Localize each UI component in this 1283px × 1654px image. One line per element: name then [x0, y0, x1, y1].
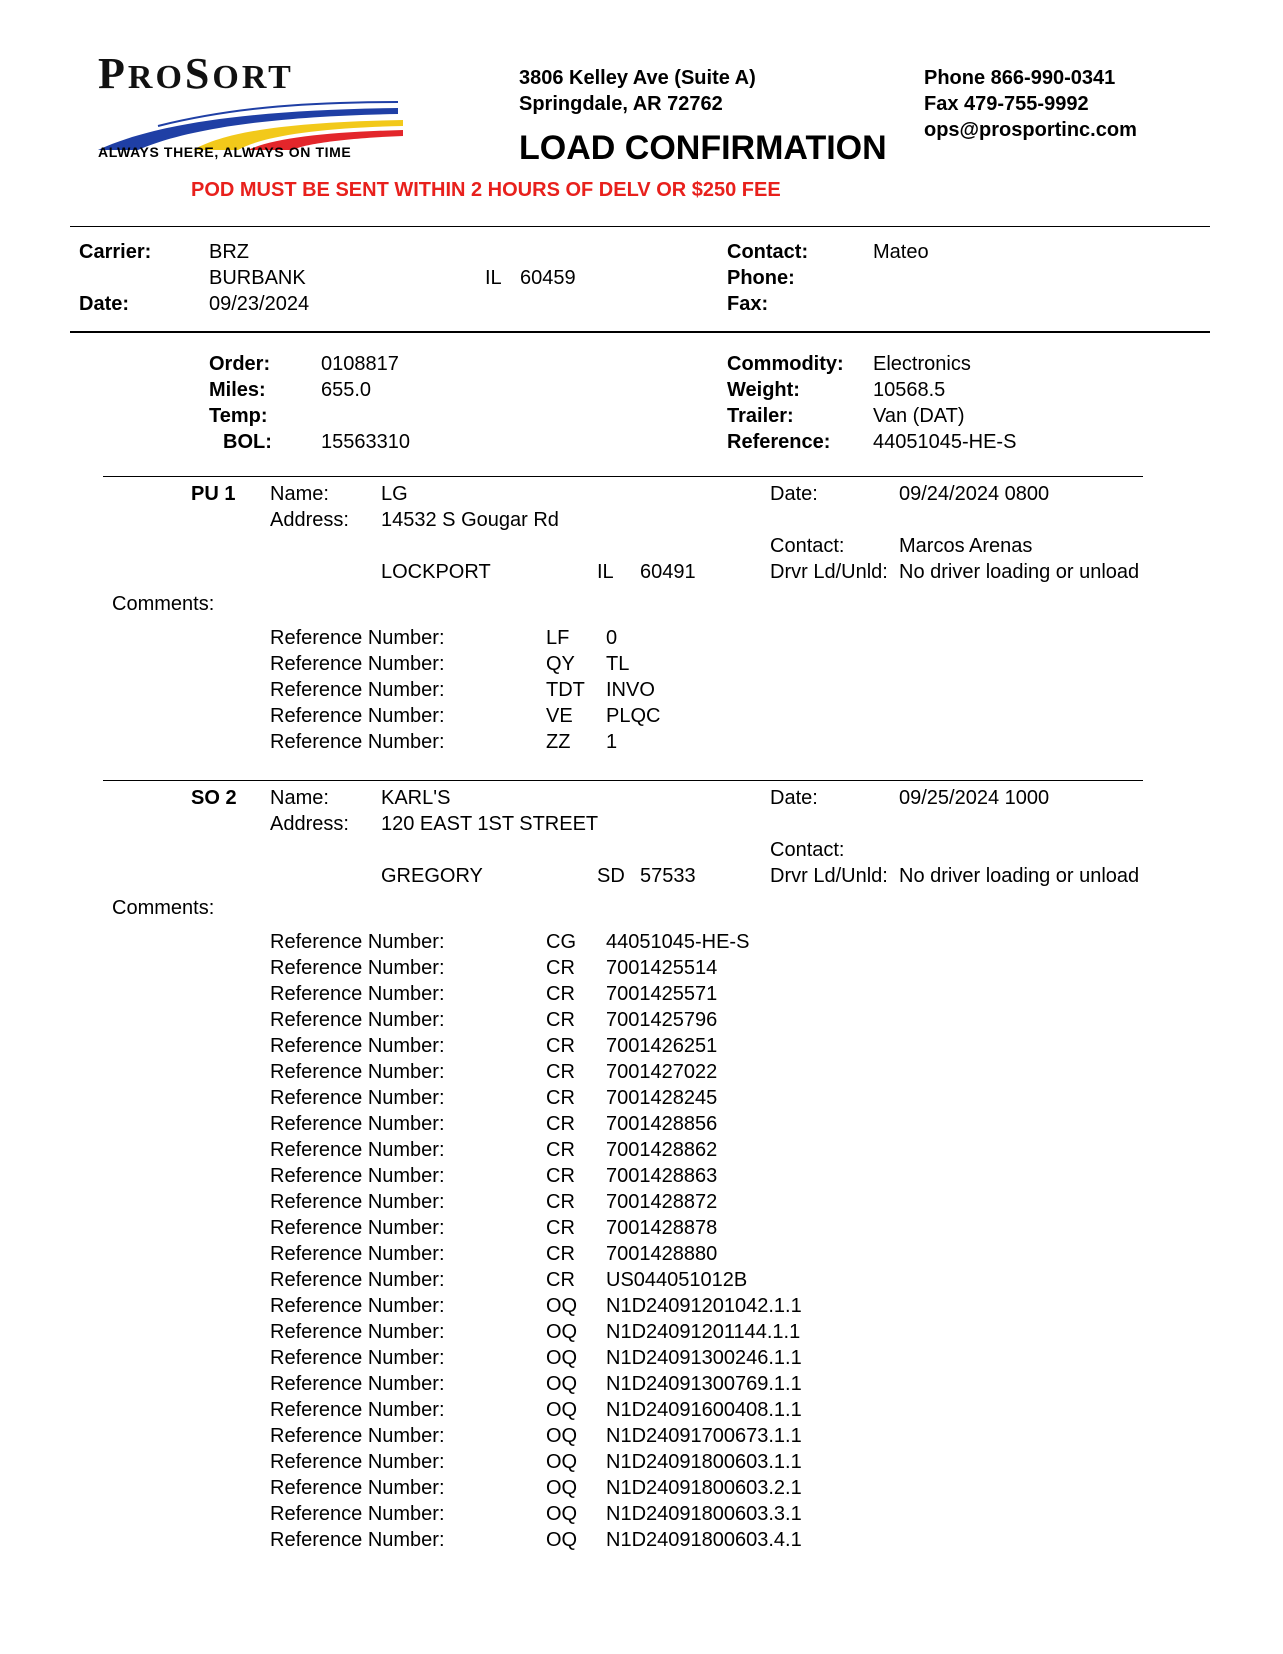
company-address-line1: 3806 Kelley Ave (Suite A) — [519, 67, 756, 89]
reference-qualifier: CR — [546, 1165, 575, 1187]
carrier-zip: 60459 — [520, 267, 576, 289]
reference-qualifier: CR — [546, 1217, 575, 1239]
reference-row — [0, 1112, 1283, 1138]
stop-divider — [103, 476, 1143, 477]
company-email: ops@prosportinc.com — [924, 119, 1137, 141]
company-phone: Phone 866-990-0341 — [924, 67, 1116, 89]
reference-qualifier: CR — [546, 1113, 575, 1135]
carrier-name: BRZ — [209, 241, 249, 263]
reference-row-label: Reference Number: — [270, 1191, 445, 1213]
logo-letter: P — [98, 49, 128, 98]
stop-date: 09/25/2024 1000 — [899, 787, 1050, 809]
bol-label: BOL: — [223, 431, 272, 453]
stop-contact-label: Contact: — [770, 839, 845, 861]
commodity-label: Commodity: — [727, 353, 844, 375]
reference-row — [0, 1268, 1283, 1294]
reference-value: N1D24091800603.4.1 — [606, 1529, 802, 1551]
reference-row — [0, 982, 1283, 1008]
stop-contact: Marcos Arenas — [899, 535, 1033, 557]
reference-row-label: Reference Number: — [270, 1451, 445, 1473]
stop-name-label: Name: — [270, 483, 329, 505]
reference-value: 7001428862 — [606, 1139, 718, 1161]
carrier-city: BURBANK — [209, 267, 306, 289]
stop-tag: PU 1 — [191, 483, 236, 505]
reference-value: 0 — [606, 627, 618, 649]
reference-row — [0, 652, 1283, 678]
reference-value: N1D24091300246.1.1 — [606, 1347, 802, 1369]
reference-value: 7001428245 — [606, 1087, 718, 1109]
stop-driver-value: No driver loading or unload — [899, 865, 1140, 887]
reference-row-label: Reference Number: — [270, 653, 445, 675]
reference-row — [0, 1242, 1283, 1268]
reference-row-label: Reference Number: — [270, 983, 445, 1005]
reference-qualifier: CR — [546, 1139, 575, 1161]
reference-qualifier: OQ — [546, 1321, 578, 1343]
carrier-state: IL — [485, 267, 502, 289]
carrier-label: Carrier: — [79, 241, 152, 263]
reference-value: 1 — [606, 731, 618, 753]
stop-zip: 60491 — [640, 561, 696, 583]
reference-row — [0, 956, 1283, 982]
reference-row — [0, 1216, 1283, 1242]
carrier-phone-label: Phone: — [727, 267, 795, 289]
reference-value: 7001426251 — [606, 1035, 718, 1057]
commodity-value: Electronics — [873, 353, 971, 375]
logo-tagline: ALWAYS THERE, ALWAYS ON TIME — [98, 144, 352, 160]
reference-row-label: Reference Number: — [270, 1061, 445, 1083]
carrier-contact-label: Contact: — [727, 241, 809, 263]
miles-value: 655.0 — [321, 379, 372, 401]
stop-address: 120 EAST 1ST STREET — [381, 813, 599, 835]
reference-row-label: Reference Number: — [270, 1477, 445, 1499]
trailer-value: Van (DAT) — [873, 405, 965, 427]
bol-value: 15563310 — [321, 431, 410, 453]
stop-driver-value: No driver loading or unload — [899, 561, 1140, 583]
reference-value: N1D24091800603.2.1 — [606, 1477, 802, 1499]
reference-value: 44051045-HE-S — [873, 431, 1017, 453]
reference-row — [0, 1086, 1283, 1112]
reference-qualifier: OQ — [546, 1529, 578, 1551]
carrier-date-label: Date: — [79, 293, 130, 315]
reference-qualifier: OQ — [546, 1373, 578, 1395]
reference-row-label: Reference Number: — [270, 1321, 445, 1343]
reference-row — [0, 1060, 1283, 1086]
reference-qualifier: CG — [546, 931, 576, 953]
stop-section — [0, 476, 1283, 766]
stop-tag: SO 2 — [191, 787, 237, 809]
reference-qualifier: CR — [546, 957, 575, 979]
stop-contact-label: Contact: — [770, 535, 845, 557]
reference-value: INVO — [606, 679, 655, 701]
reference-row — [0, 1294, 1283, 1320]
reference-value: 7001428856 — [606, 1113, 718, 1135]
reference-row — [0, 1320, 1283, 1346]
reference-row-label: Reference Number: — [270, 1113, 445, 1135]
company-fax: Fax 479-755-9992 — [924, 93, 1089, 115]
carrier-contact: Mateo — [873, 241, 929, 263]
carrier-fax-label: Fax: — [727, 293, 769, 315]
reference-qualifier: OQ — [546, 1399, 578, 1421]
reference-row-label: Reference Number: — [270, 627, 445, 649]
company-logo — [98, 49, 408, 162]
divider-carrier — [70, 331, 1210, 333]
stop-zip: 57533 — [640, 865, 696, 887]
reference-value: 7001428878 — [606, 1217, 718, 1239]
logo-swoosh-graphic — [98, 92, 408, 152]
logo-letters-ro: RO — [127, 59, 185, 96]
reference-row — [0, 1528, 1283, 1554]
stop-address-label: Address: — [270, 509, 349, 531]
stop-divider — [103, 780, 1143, 781]
reference-value: N1D24091600408.1.1 — [606, 1399, 802, 1421]
reference-value: 44051045-HE-S — [606, 931, 750, 953]
stop-name-label: Name: — [270, 787, 329, 809]
reference-value: 7001427022 — [606, 1061, 718, 1083]
stop-comments-label: Comments: — [112, 897, 215, 919]
reference-row-label: Reference Number: — [270, 1399, 445, 1421]
divider-top — [70, 226, 1210, 227]
reference-qualifier: LF — [546, 627, 570, 649]
stop-name: KARL'S — [381, 787, 451, 809]
stop-date-label: Date: — [770, 483, 818, 505]
reference-row-label: Reference Number: — [270, 1269, 445, 1291]
reference-row-label: Reference Number: — [270, 1087, 445, 1109]
reference-row — [0, 1034, 1283, 1060]
reference-qualifier: TDT — [546, 679, 585, 701]
stop-date-label: Date: — [770, 787, 818, 809]
reference-row — [0, 1008, 1283, 1034]
reference-row-label: Reference Number: — [270, 1009, 445, 1031]
logo-letter-s: S — [184, 49, 213, 98]
reference-value: PLQC — [606, 705, 661, 727]
stop-address-label: Address: — [270, 813, 349, 835]
reference-row — [0, 1190, 1283, 1216]
reference-row-label: Reference Number: — [270, 1529, 445, 1551]
reference-row — [0, 1372, 1283, 1398]
reference-qualifier: OQ — [546, 1347, 578, 1369]
reference-row-label: Reference Number: — [270, 1373, 445, 1395]
reference-row — [0, 1398, 1283, 1424]
reference-value: 7001425571 — [606, 983, 718, 1005]
reference-qualifier: CR — [546, 1009, 575, 1031]
reference-value: N1D24091800603.1.1 — [606, 1451, 802, 1473]
reference-row — [0, 1450, 1283, 1476]
stop-state: SD — [597, 865, 625, 887]
order-label: Order: — [209, 353, 271, 375]
reference-qualifier: OQ — [546, 1295, 578, 1317]
reference-value: N1D24091201144.1.1 — [606, 1321, 801, 1343]
reference-qualifier: CR — [546, 1087, 575, 1109]
reference-row-label: Reference Number: — [270, 1503, 445, 1525]
reference-row — [0, 1502, 1283, 1528]
reference-qualifier: CR — [546, 1191, 575, 1213]
reference-row-label: Reference Number: — [270, 1243, 445, 1265]
reference-row-label: Reference Number: — [270, 1295, 445, 1317]
reference-qualifier: CR — [546, 1243, 575, 1265]
stop-date: 09/24/2024 0800 — [899, 483, 1050, 505]
reference-value: 7001428880 — [606, 1243, 718, 1265]
reference-value: N1D24091700673.1.1 — [606, 1425, 802, 1447]
reference-qualifier: CR — [546, 983, 575, 1005]
reference-row — [0, 1424, 1283, 1450]
reference-row-label: Reference Number: — [270, 731, 445, 753]
reference-qualifier: OQ — [546, 1503, 578, 1525]
reference-row — [0, 704, 1283, 730]
reference-value: 7001428872 — [606, 1191, 718, 1213]
reference-value: 7001425796 — [606, 1009, 718, 1031]
reference-row — [0, 678, 1283, 704]
reference-row — [0, 1138, 1283, 1164]
stop-driver-label: Drvr Ld/Unld: — [770, 865, 888, 887]
reference-row-label: Reference Number: — [270, 679, 445, 701]
reference-qualifier: VE — [546, 705, 573, 727]
reference-value: US044051012B — [606, 1269, 748, 1291]
reference-row-label: Reference Number: — [270, 1139, 445, 1161]
stop-section — [0, 780, 1283, 1640]
reference-row-label: Reference Number: — [270, 931, 445, 953]
reference-value: TL — [606, 653, 630, 675]
reference-label: Reference: — [727, 431, 831, 453]
logo-letters-ort: ORT — [212, 59, 294, 96]
stop-comments-label: Comments: — [112, 593, 215, 615]
reference-row-label: Reference Number: — [270, 1425, 445, 1447]
reference-qualifier: OQ — [546, 1477, 578, 1499]
reference-value: N1D24091800603.3.1 — [606, 1503, 802, 1525]
reference-value: 7001428863 — [606, 1165, 718, 1187]
reference-row — [0, 930, 1283, 956]
reference-qualifier: CR — [546, 1061, 575, 1083]
reference-row-label: Reference Number: — [270, 705, 445, 727]
reference-value: N1D24091201042.1.1 — [606, 1295, 802, 1317]
stop-driver-label: Drvr Ld/Unld: — [770, 561, 888, 583]
reference-qualifier: QY — [546, 653, 575, 675]
temp-label: Temp: — [209, 405, 268, 427]
weight-value: 10568.5 — [873, 379, 946, 401]
carrier-date: 09/23/2024 — [209, 293, 310, 315]
stop-name: LG — [381, 483, 408, 505]
reference-qualifier: CR — [546, 1035, 575, 1057]
trailer-label: Trailer: — [727, 405, 794, 427]
reference-row — [0, 1164, 1283, 1190]
reference-row-label: Reference Number: — [270, 1035, 445, 1057]
reference-qualifier: OQ — [546, 1451, 578, 1473]
order-number: 0108817 — [321, 353, 399, 375]
reference-row-label: Reference Number: — [270, 1347, 445, 1369]
reference-row — [0, 1476, 1283, 1502]
reference-row — [0, 626, 1283, 652]
document-title: LOAD CONFIRMATION — [519, 129, 887, 167]
reference-value: 7001425514 — [606, 957, 718, 979]
pod-warning: POD MUST BE SENT WITHIN 2 HOURS OF DELV OR $250 FEE — [191, 179, 781, 201]
stop-state: IL — [597, 561, 614, 583]
reference-row-label: Reference Number: — [270, 1165, 445, 1187]
company-address-line2: Springdale, AR 72762 — [519, 93, 723, 115]
reference-qualifier: CR — [546, 1269, 575, 1291]
reference-row-label: Reference Number: — [270, 957, 445, 979]
reference-qualifier: OQ — [546, 1425, 578, 1447]
reference-row — [0, 1346, 1283, 1372]
stop-city: LOCKPORT — [381, 561, 491, 583]
miles-label: Miles: — [209, 379, 266, 401]
reference-row — [0, 730, 1283, 756]
reference-value: N1D24091300769.1.1 — [606, 1373, 802, 1395]
reference-qualifier: ZZ — [546, 731, 571, 753]
reference-row-label: Reference Number: — [270, 1217, 445, 1239]
stop-address: 14532 S Gougar Rd — [381, 509, 559, 531]
weight-label: Weight: — [727, 379, 800, 401]
stop-city: GREGORY — [381, 865, 483, 887]
